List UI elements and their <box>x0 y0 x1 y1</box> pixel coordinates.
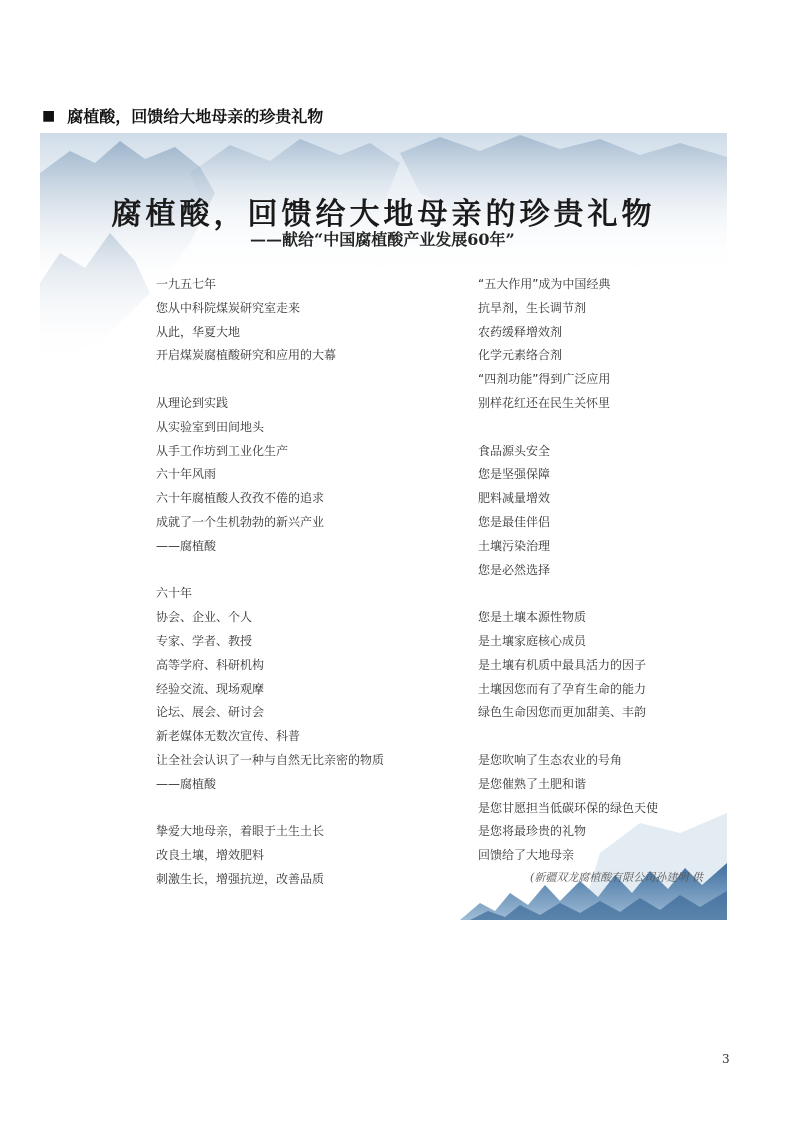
stanza-gap <box>478 725 658 749</box>
poem-line: 改良土壤，增效肥料 <box>156 848 265 863</box>
poem-line: 您是最佳伴侣 <box>478 514 551 529</box>
stanza-gap <box>156 559 384 583</box>
poem-line: 刺激生长，增强抗逆，改善品质 <box>156 871 325 886</box>
poem-line: “四剂功能”得到广泛应用 <box>478 372 611 387</box>
poem-line: 挚爱大地母亲，着眼于土生土长 <box>156 824 325 839</box>
poem-line: 化学元素络合剂 <box>478 348 563 363</box>
stanza-gap <box>478 416 658 440</box>
poem-line: 六十年腐植酸人孜孜不倦的追求 <box>156 491 325 506</box>
poem-left-column <box>156 273 384 892</box>
poem-line: 六十年风雨 <box>156 467 217 482</box>
poem-line: 别样花红还在民生关怀里 <box>478 395 611 410</box>
poem-line: 从此，华夏大地 <box>156 324 241 339</box>
poem-line: 您是坚强保障 <box>478 467 551 482</box>
poster-title: 腐植酸，回馈给大地母亲的珍贵礼物 <box>111 197 656 232</box>
poem-poster <box>40 133 727 920</box>
poem-line: ——腐植酸 <box>156 538 217 553</box>
poem-right-column <box>478 273 658 868</box>
poem-line: 抗旱剂，生长调节剂 <box>478 300 587 315</box>
poem-line: 经验交流、现场观摩 <box>156 681 265 696</box>
poem-line: 协会、企业、个人 <box>156 610 253 625</box>
poem-line: 是您催熟了土肥和谐 <box>478 776 587 791</box>
poem-line: 专家、学者、教授 <box>156 633 253 648</box>
poem-line: 从手工作坊到工业化生产 <box>156 443 289 458</box>
poem-line: 开启煤炭腐植酸研究和应用的大幕 <box>156 348 337 363</box>
poem-line: 新老媒体无数次宣传、科普 <box>156 729 301 744</box>
poem-line: 高等学府、科研机构 <box>156 657 265 672</box>
poem-line: 是您将最珍贵的礼物 <box>478 824 587 839</box>
poem-line: 从实验室到田间地头 <box>156 419 265 434</box>
poem-line: 论坛、展会、研讨会 <box>156 705 265 720</box>
poem-line: 您从中科院煤炭研究室走来 <box>156 300 301 315</box>
poem-line: “五大作用”成为中国经典 <box>478 277 611 291</box>
poem-line: 土壤污染治理 <box>478 538 551 553</box>
poem-line: 是土壤有机质中最具活力的因子 <box>478 657 647 672</box>
poem-line: 是您甘愿担当低碳环保的绿色天使 <box>478 800 659 815</box>
square-bullet-icon: ■ <box>42 107 56 124</box>
section-heading <box>42 104 323 127</box>
page-number: 3 <box>722 1052 730 1066</box>
stanza-gap <box>478 582 658 606</box>
poster-subtitle: ——献给“中国腐植酸产业发展60年” <box>250 230 515 249</box>
poem-line: 回馈给了大地母亲 <box>478 848 575 863</box>
poem-line: ——腐植酸 <box>156 776 217 791</box>
poem-line: 是您吹响了生态农业的号角 <box>478 752 623 767</box>
poem-line: 是土壤家庭核心成员 <box>478 633 587 648</box>
poem-line: 一九五七年 <box>156 277 217 291</box>
poem-line: 您是必然选择 <box>478 562 551 577</box>
poem-line: 绿色生命因您而更加甜美、丰韵 <box>478 705 647 720</box>
poem-line: 您是土壤本源性物质 <box>478 610 587 625</box>
poem-line: 让全社会认识了一种与自然无比亲密的物质 <box>156 752 385 767</box>
poem-line: 从理论到实践 <box>156 395 229 410</box>
stanza-gap <box>156 797 384 821</box>
poem-line: 食品源头安全 <box>478 443 551 458</box>
stanza-gap <box>156 368 384 392</box>
poem-line: 六十年 <box>156 586 193 601</box>
poem-line: 成就了一个生机勃勃的新兴产业 <box>156 514 325 529</box>
poem-line: 肥料减量增效 <box>478 491 551 506</box>
poster-signature: (新疆双龙腐植酸有限公司孙建明 供 <box>530 871 703 884</box>
poem-line: 土壤因您而有了孕育生命的能力 <box>478 681 647 696</box>
poem-line: 农药缓释增效剂 <box>478 324 563 339</box>
section-heading-text: 腐植酸，回馈给大地母亲的珍贵礼物 <box>67 107 324 126</box>
